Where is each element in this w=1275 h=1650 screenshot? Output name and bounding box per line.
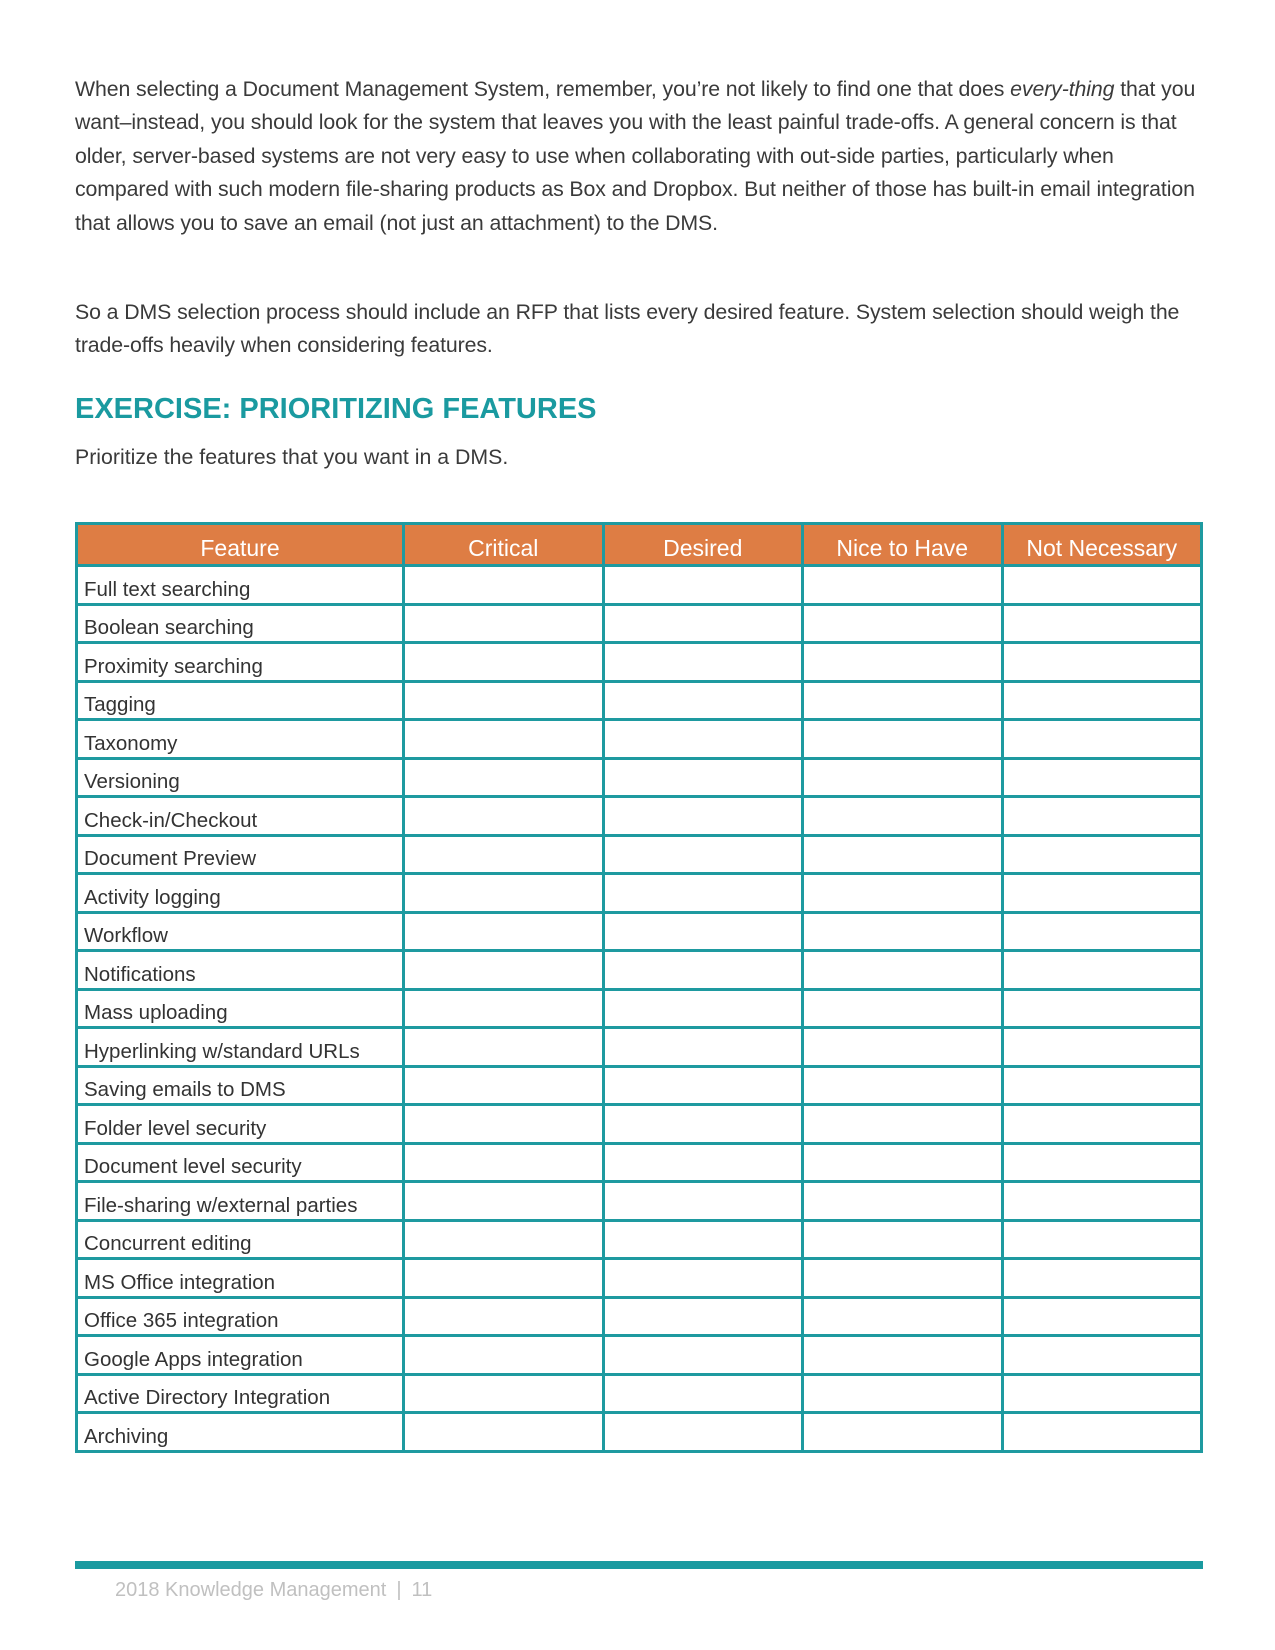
priority-cell-critical[interactable] xyxy=(404,1028,604,1067)
priority-cell-nice-to-have[interactable] xyxy=(803,912,1003,951)
table-row xyxy=(77,1297,1202,1336)
priority-cell-not-necessary[interactable] xyxy=(1002,1105,1202,1144)
priority-cell-desired[interactable] xyxy=(603,989,803,1028)
feature-name-cell: Folder level security xyxy=(77,1105,404,1144)
table-row xyxy=(77,951,1202,990)
priority-cell-nice-to-have[interactable] xyxy=(803,1143,1003,1182)
priority-cell-nice-to-have[interactable] xyxy=(803,1297,1003,1336)
table-row xyxy=(77,989,1202,1028)
priority-cell-desired[interactable] xyxy=(603,1374,803,1413)
intro-paragraph-part-2: that you want–instead, you should look for the system that leaves you with the least painful trade-offs. A general concern is that older, server-based systems are not very easy to use when collaborating with out-side parties, particularly when compared with such modern file-sharing products as Box and Dropbox. But neither of those has built-in email integration that allows you to save an email (not just an attachment) to the DMS. xyxy=(75,77,1196,235)
priority-cell-desired[interactable] xyxy=(603,951,803,990)
priority-cell-nice-to-have[interactable] xyxy=(803,1028,1003,1067)
priority-cell-nice-to-have[interactable] xyxy=(803,604,1003,643)
feature-name-cell: Proximity searching xyxy=(77,643,404,682)
feature-name-cell: MS Office integration xyxy=(77,1259,404,1298)
priority-cell-not-necessary[interactable] xyxy=(1002,1182,1202,1221)
priority-cell-not-necessary[interactable] xyxy=(1002,874,1202,913)
table-row xyxy=(77,797,1202,836)
priority-cell-nice-to-have[interactable] xyxy=(803,720,1003,759)
priority-cell-nice-to-have[interactable] xyxy=(803,1182,1003,1221)
intro-paragraph-part-1: When selecting a Document Management System, remember, you’re not likely to find one that does xyxy=(75,77,1011,101)
feature-name-cell: Active Directory Integration xyxy=(77,1374,404,1413)
priority-cell-desired[interactable] xyxy=(603,758,803,797)
feature-name-cell: Document Preview xyxy=(77,835,404,874)
priority-cell-critical[interactable] xyxy=(404,604,604,643)
table-row xyxy=(77,604,1202,643)
priority-cell-desired[interactable] xyxy=(603,1143,803,1182)
priority-cell-critical[interactable] xyxy=(404,1105,604,1144)
priority-cell-nice-to-have[interactable] xyxy=(803,874,1003,913)
priority-cell-nice-to-have[interactable] xyxy=(803,1220,1003,1259)
priority-cell-not-necessary[interactable] xyxy=(1002,566,1202,605)
priority-cell-desired[interactable] xyxy=(603,681,803,720)
table-row xyxy=(77,643,1202,682)
priority-cell-critical[interactable] xyxy=(404,951,604,990)
feature-name-cell: Workflow xyxy=(77,912,404,951)
table-row xyxy=(77,1259,1202,1298)
priority-cell-critical[interactable] xyxy=(404,989,604,1028)
selection-paragraph: So a DMS selection process should include an RFP that lists every desired feature. System selection should weigh the trade-offs heavily when considering features. xyxy=(75,300,1180,358)
priority-cell-critical[interactable] xyxy=(404,1336,604,1375)
table-row xyxy=(77,1220,1202,1259)
feature-name-cell: Tagging xyxy=(77,681,404,720)
priority-cell-desired[interactable] xyxy=(603,1105,803,1144)
priority-cell-desired[interactable] xyxy=(603,1413,803,1452)
priority-cell-not-necessary[interactable] xyxy=(1002,1066,1202,1105)
table-row xyxy=(77,1066,1202,1105)
priority-cell-not-necessary[interactable] xyxy=(1002,1028,1202,1067)
table-row xyxy=(77,912,1202,951)
feature-name-cell: Boolean searching xyxy=(77,604,404,643)
feature-name-cell: Google Apps integration xyxy=(77,1336,404,1375)
priority-cell-nice-to-have[interactable] xyxy=(803,1336,1003,1375)
priority-cell-critical[interactable] xyxy=(404,874,604,913)
priority-cell-critical[interactable] xyxy=(404,797,604,836)
priority-cell-not-necessary[interactable] xyxy=(1002,1374,1202,1413)
priority-cell-desired[interactable] xyxy=(603,1297,803,1336)
priority-cell-not-necessary[interactable] xyxy=(1002,797,1202,836)
column-header-desired: Desired xyxy=(603,524,803,566)
priority-cell-desired[interactable] xyxy=(603,1182,803,1221)
table-body xyxy=(77,566,1202,1452)
priority-cell-not-necessary[interactable] xyxy=(1002,912,1202,951)
priority-cell-nice-to-have[interactable] xyxy=(803,1105,1003,1144)
priority-cell-desired[interactable] xyxy=(603,720,803,759)
priority-cell-not-necessary[interactable] xyxy=(1002,1143,1202,1182)
feature-name-cell: Check-in/Checkout xyxy=(77,797,404,836)
priority-cell-desired[interactable] xyxy=(603,1028,803,1067)
priority-cell-not-necessary[interactable] xyxy=(1002,681,1202,720)
priority-cell-not-necessary[interactable] xyxy=(1002,643,1202,682)
feature-name-cell: Document level security xyxy=(77,1143,404,1182)
feature-name-cell: Mass uploading xyxy=(77,989,404,1028)
priority-cell-nice-to-have[interactable] xyxy=(803,566,1003,605)
priority-cell-not-necessary[interactable] xyxy=(1002,989,1202,1028)
table-row xyxy=(77,566,1202,605)
priority-cell-desired[interactable] xyxy=(603,1066,803,1105)
priority-cell-nice-to-have[interactable] xyxy=(803,758,1003,797)
feature-name-cell: Full text searching xyxy=(77,566,404,605)
feature-name-cell: Hyperlinking w/standard URLs xyxy=(77,1028,404,1067)
priority-cell-critical[interactable] xyxy=(404,720,604,759)
priority-cell-not-necessary[interactable] xyxy=(1002,951,1202,990)
priority-cell-not-necessary[interactable] xyxy=(1002,1259,1202,1298)
table-row xyxy=(77,720,1202,759)
table-row xyxy=(77,758,1202,797)
priority-cell-desired[interactable] xyxy=(603,912,803,951)
priority-cell-desired[interactable] xyxy=(603,1220,803,1259)
priority-cell-nice-to-have[interactable] xyxy=(803,1413,1003,1452)
table-row xyxy=(77,1413,1202,1452)
exercise-heading: EXERCISE: PRIORITIZING FEATURES xyxy=(75,393,597,425)
priority-cell-critical[interactable] xyxy=(404,1413,604,1452)
priority-cell-not-necessary[interactable] xyxy=(1002,835,1202,874)
priority-cell-desired[interactable] xyxy=(603,874,803,913)
footer xyxy=(115,1579,432,1602)
priority-cell-critical[interactable] xyxy=(404,643,604,682)
table-row xyxy=(77,681,1202,720)
priority-cell-desired[interactable] xyxy=(603,1259,803,1298)
column-header-nice-to-have: Nice to Have xyxy=(803,524,1003,566)
priority-cell-nice-to-have[interactable] xyxy=(803,1066,1003,1105)
table-row xyxy=(77,1105,1202,1144)
priority-cell-critical[interactable] xyxy=(404,1374,604,1413)
feature-name-cell: Archiving xyxy=(77,1413,404,1452)
priority-cell-desired[interactable] xyxy=(603,566,803,605)
footer-divider xyxy=(75,1561,1203,1569)
intro-paragraph xyxy=(75,73,1203,240)
priority-cell-critical[interactable] xyxy=(404,835,604,874)
feature-name-cell: Taxonomy xyxy=(77,720,404,759)
feature-name-cell: Activity logging xyxy=(77,874,404,913)
footer-title: 2018 Knowledge Management xyxy=(115,1579,387,1601)
intro-paragraph-emphasis: every-thing xyxy=(1010,77,1115,101)
priority-cell-critical[interactable] xyxy=(404,1259,604,1298)
table-row xyxy=(77,1374,1202,1413)
priority-cell-critical[interactable] xyxy=(404,1220,604,1259)
table-header-row xyxy=(77,524,1202,566)
feature-name-cell: Saving emails to DMS xyxy=(77,1066,404,1105)
table-row xyxy=(77,1182,1202,1221)
priority-cell-critical[interactable] xyxy=(404,1297,604,1336)
table-row xyxy=(77,835,1202,874)
priority-cell-not-necessary[interactable] xyxy=(1002,1413,1202,1452)
table-row xyxy=(77,874,1202,913)
priority-cell-critical[interactable] xyxy=(404,681,604,720)
feature-name-cell: Office 365 integration xyxy=(77,1297,404,1336)
priority-cell-critical[interactable] xyxy=(404,1182,604,1221)
priority-cell-not-necessary[interactable] xyxy=(1002,720,1202,759)
priority-cell-critical[interactable] xyxy=(404,1066,604,1105)
priority-cell-critical[interactable] xyxy=(404,912,604,951)
feature-priority-table xyxy=(75,522,1203,1453)
priority-cell-critical[interactable] xyxy=(404,566,604,605)
priority-cell-nice-to-have[interactable] xyxy=(803,951,1003,990)
feature-name-cell: Notifications xyxy=(77,951,404,990)
table-row xyxy=(77,1028,1202,1067)
priority-cell-nice-to-have[interactable] xyxy=(803,1259,1003,1298)
priority-cell-nice-to-have[interactable] xyxy=(803,1374,1003,1413)
exercise-subtitle: Prioritize the features that you want in a DMS. xyxy=(75,445,509,469)
footer-separator: | xyxy=(396,1579,402,1601)
feature-name-cell: Versioning xyxy=(77,758,404,797)
column-header-not-necessary: Not Necessary xyxy=(1002,524,1202,566)
priority-cell-nice-to-have[interactable] xyxy=(803,681,1003,720)
priority-cell-nice-to-have[interactable] xyxy=(803,989,1003,1028)
priority-cell-not-necessary[interactable] xyxy=(1002,1336,1202,1375)
priority-cell-desired[interactable] xyxy=(603,604,803,643)
feature-name-cell: Concurrent editing xyxy=(77,1220,404,1259)
priority-cell-desired[interactable] xyxy=(603,643,803,682)
priority-cell-not-necessary[interactable] xyxy=(1002,604,1202,643)
priority-cell-critical[interactable] xyxy=(404,1143,604,1182)
table-row xyxy=(77,1143,1202,1182)
priority-cell-critical[interactable] xyxy=(404,758,604,797)
priority-cell-not-necessary[interactable] xyxy=(1002,1297,1202,1336)
priority-cell-desired[interactable] xyxy=(603,835,803,874)
column-header-feature: Feature xyxy=(77,524,404,566)
priority-cell-not-necessary[interactable] xyxy=(1002,758,1202,797)
priority-cell-desired[interactable] xyxy=(603,1336,803,1375)
column-header-critical: Critical xyxy=(404,524,604,566)
priority-cell-not-necessary[interactable] xyxy=(1002,1220,1202,1259)
priority-cell-nice-to-have[interactable] xyxy=(803,797,1003,836)
priority-cell-nice-to-have[interactable] xyxy=(803,835,1003,874)
feature-name-cell: File-sharing w/external parties xyxy=(77,1182,404,1221)
page-number: 11 xyxy=(411,1579,433,1601)
table-row xyxy=(77,1336,1202,1375)
priority-cell-nice-to-have[interactable] xyxy=(803,643,1003,682)
priority-cell-desired[interactable] xyxy=(603,797,803,836)
